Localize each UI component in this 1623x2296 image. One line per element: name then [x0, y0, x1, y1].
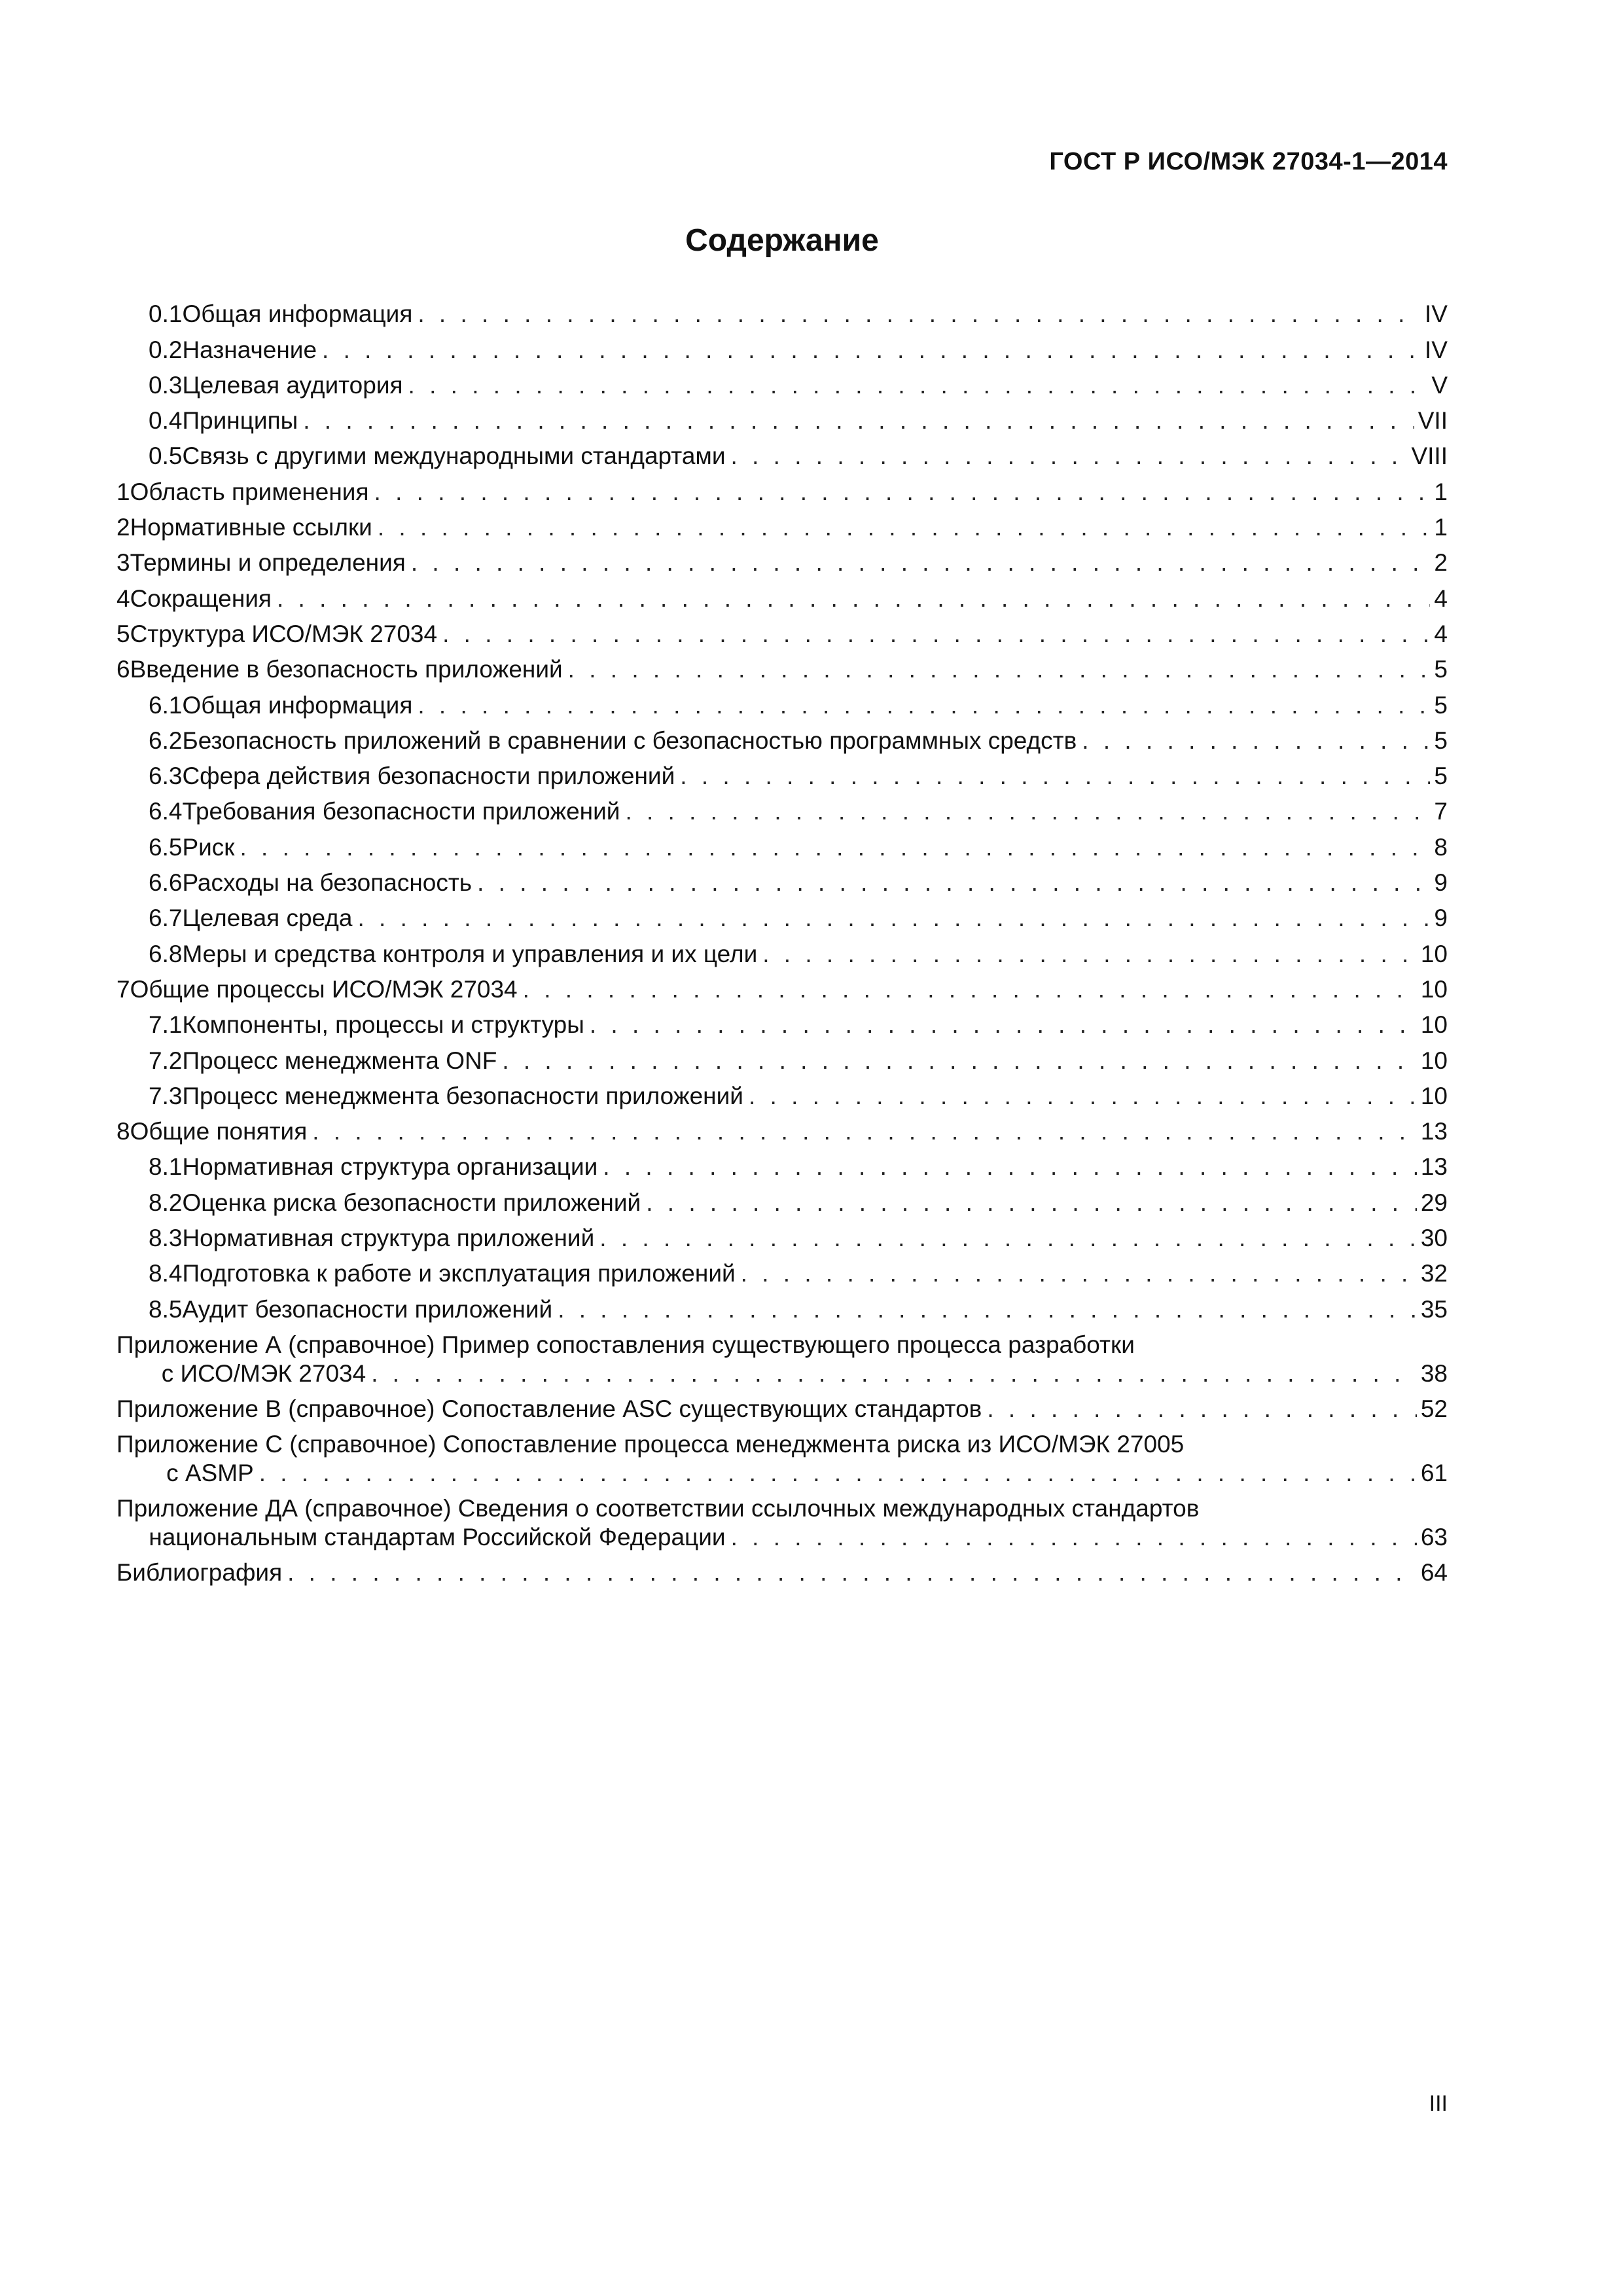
- toc-entry-label: Аудит безопасности приложений: [182, 1295, 553, 1323]
- toc-entry[interactable]: [116, 862, 1448, 897]
- toc-entry-number: 6.6: [149, 869, 183, 897]
- toc-entry-label: Процесс менеджмента ONF: [182, 1047, 497, 1074]
- toc-entry[interactable]: [116, 649, 1448, 684]
- toc-annex-title: Приложение А (справочное) Пример сопоставления существующего процесса разработки: [116, 1331, 1135, 1358]
- toc-entry-label: Целевая аудитория: [182, 371, 403, 399]
- toc-annex-entry[interactable]: [116, 1388, 1448, 1424]
- toc-entry[interactable]: [116, 577, 1448, 613]
- toc-entry-page: 61: [1420, 1459, 1448, 1486]
- toc-entry[interactable]: [116, 933, 1448, 968]
- toc-entry[interactable]: [116, 1146, 1448, 1181]
- toc-annex-label: с ИСО/МЭК 27034: [161, 1359, 366, 1387]
- toc-entry-page: 64: [1420, 1559, 1448, 1587]
- dot-leader: [287, 1558, 1417, 1587]
- toc-annex-title: Приложение ДА (справочное) Сведения о соответствии ссылочных международных стандартов: [116, 1494, 1200, 1522]
- toc-entry[interactable]: [116, 400, 1448, 435]
- toc-entry[interactable]: [116, 720, 1448, 755]
- toc-annex-continuation: [116, 1523, 1448, 1552]
- toc-annex-continuation: [116, 1459, 1448, 1488]
- toc-entry-number: 5: [116, 620, 130, 647]
- toc-entry-page: 13: [1420, 1118, 1448, 1145]
- dot-leader: [599, 1224, 1417, 1253]
- toc-entry-label: Назначение: [182, 336, 317, 363]
- dot-leader: [442, 620, 1430, 649]
- dot-leader: [378, 513, 1431, 542]
- dot-leader: [731, 442, 1408, 471]
- toc-entry[interactable]: [116, 1004, 1448, 1039]
- toc-entry-page: 4: [1434, 620, 1448, 647]
- dot-leader: [418, 300, 1421, 329]
- toc-entry-label: Компоненты, процессы и структуры: [182, 1011, 584, 1039]
- toc-entry-label: Сфера действия безопасности приложений: [182, 762, 675, 790]
- toc-entry-number: 7: [116, 975, 130, 1003]
- toc-annex-title: Приложение С (справочное) Сопоставление процесса менеджмента риска из ИСО/МЭК 27005: [116, 1430, 1185, 1458]
- toc-entry[interactable]: [116, 1181, 1448, 1217]
- toc-entry[interactable]: [116, 471, 1448, 506]
- toc-entry-page: VII: [1418, 407, 1448, 435]
- toc-entry-label: Введение в безопасность приложений: [130, 656, 563, 683]
- toc-entry-number: 8.2: [149, 1189, 183, 1216]
- toc-entry-page: 38: [1420, 1359, 1448, 1387]
- dot-leader: [646, 1189, 1417, 1217]
- toc-entry-label: Требования безопасности приложений: [182, 798, 620, 825]
- toc-entry-number: 8: [116, 1118, 130, 1145]
- dot-leader: [502, 1047, 1417, 1075]
- toc-entry-page: 29: [1420, 1189, 1448, 1216]
- toc-entry-number: 0.5: [149, 442, 183, 470]
- table-of-contents: [116, 293, 1448, 1587]
- toc-entry-number: 0.4: [149, 407, 183, 435]
- toc-entry-label: Связь с другими международными стандартами: [182, 442, 726, 470]
- toc-entry-number: 2: [116, 514, 130, 541]
- document-header: ГОСТ Р ИСО/МЭК 27034-1—2014: [1049, 148, 1448, 175]
- toc-entry[interactable]: [116, 1039, 1448, 1075]
- toc-entry-number: 4: [116, 584, 130, 612]
- toc-entry-page: 10: [1420, 1011, 1448, 1039]
- toc-entry-number: 1: [116, 478, 130, 505]
- toc-annex-label: Библиография: [116, 1559, 283, 1587]
- toc-annex-entry[interactable]: [116, 1488, 1448, 1552]
- toc-annex-entry[interactable]: [116, 1424, 1448, 1488]
- toc-entry-number: 7.3: [149, 1082, 183, 1109]
- toc-entry-page: 10: [1420, 940, 1448, 967]
- toc-entry-page: 5: [1434, 691, 1448, 719]
- toc-entry-number: 6.2: [149, 726, 183, 754]
- toc-entry-number: 0.3: [149, 371, 183, 399]
- toc-annex-label: с ASMP: [166, 1459, 254, 1486]
- toc-entry-page: 2: [1434, 549, 1448, 577]
- toc-entry-number: 6.5: [149, 833, 183, 861]
- toc-entry-page: 5: [1434, 762, 1448, 790]
- toc-entry[interactable]: [116, 755, 1448, 791]
- toc-entry[interactable]: [116, 1288, 1448, 1323]
- toc-entry-number: 6.1: [149, 691, 183, 719]
- toc-entry-number: 8.5: [149, 1295, 183, 1323]
- toc-entry-label: Расходы на безопасность: [182, 869, 473, 897]
- toc-entry[interactable]: [116, 542, 1448, 577]
- dot-leader: [312, 1117, 1417, 1146]
- dot-leader: [558, 1295, 1417, 1324]
- dot-leader: [741, 1259, 1417, 1288]
- toc-entry-label: Оценка риска безопасности приложений: [182, 1189, 641, 1216]
- toc-entry-label: Процесс менеджмента безопасности приложений: [182, 1082, 743, 1109]
- toc-entry-label: Общие процессы ИСО/МЭК 27034: [130, 975, 518, 1003]
- toc-entry-label: Нормативная структура приложений: [182, 1225, 595, 1252]
- toc-entry-label: Область применения: [130, 478, 369, 505]
- toc-entry-number: 6.7: [149, 905, 183, 932]
- toc-entry-number: 7.2: [149, 1047, 183, 1074]
- dot-leader: [590, 1011, 1417, 1039]
- toc-entry-page: 63: [1420, 1523, 1448, 1551]
- dot-leader: [418, 691, 1430, 720]
- toc-entry[interactable]: [116, 365, 1448, 400]
- dot-leader: [1082, 726, 1430, 755]
- toc-entry-page: 9: [1434, 905, 1448, 932]
- page-title: Содержание: [685, 223, 879, 258]
- toc-entry-label: Общая информация: [182, 300, 413, 328]
- dot-leader: [762, 940, 1417, 969]
- dot-leader: [411, 548, 1431, 577]
- toc-entry[interactable]: [116, 329, 1448, 364]
- dot-leader: [303, 406, 1414, 435]
- toc-entry-label: Безопасность приложений в сравнении с безопасностью программных средств: [182, 726, 1077, 754]
- dot-leader: [477, 869, 1430, 897]
- toc-entry-number: 6: [116, 656, 130, 683]
- toc-entry[interactable]: [116, 613, 1448, 649]
- dot-leader: [240, 833, 1430, 862]
- dot-leader: [603, 1153, 1417, 1181]
- toc-entry-label: Целевая среда: [182, 905, 353, 932]
- toc-entry[interactable]: [116, 435, 1448, 471]
- toc-entry-number: 0.1: [149, 300, 183, 328]
- dot-leader: [731, 1523, 1417, 1552]
- toc-annex-continuation: [116, 1359, 1448, 1388]
- toc-entry-page: 10: [1420, 975, 1448, 1003]
- toc-entry[interactable]: [116, 1075, 1448, 1111]
- dot-leader: [523, 975, 1417, 1004]
- dot-leader: [371, 1359, 1417, 1388]
- toc-entry-page: 35: [1420, 1295, 1448, 1323]
- toc-entry[interactable]: [116, 791, 1448, 826]
- toc-entry-label: Нормативные ссылки: [130, 514, 372, 541]
- toc-entry-page: 5: [1434, 656, 1448, 683]
- toc-entry-page: IV: [1425, 336, 1448, 363]
- toc-entry-label: Общие понятия: [130, 1118, 308, 1145]
- toc-entry-page: 30: [1420, 1225, 1448, 1252]
- toc-entry-label: Структура ИСО/МЭК 27034: [130, 620, 438, 647]
- toc-entry[interactable]: [116, 507, 1448, 542]
- toc-entry-label: Подготовка к работе и эксплуатация приложений: [182, 1260, 736, 1287]
- toc-entry-number: 8.3: [149, 1225, 183, 1252]
- toc-entry-page: 7: [1434, 798, 1448, 825]
- dot-leader: [680, 762, 1430, 791]
- dot-leader: [374, 478, 1431, 507]
- toc-entry[interactable]: [116, 1253, 1448, 1288]
- toc-entry-number: 6.8: [149, 940, 183, 967]
- toc-entry-page: 4: [1434, 584, 1448, 612]
- toc-entry-label: Принципы: [182, 407, 298, 435]
- toc-annex-entry[interactable]: [116, 1552, 1448, 1587]
- toc-entry[interactable]: [116, 969, 1448, 1004]
- toc-entry-page: 9: [1434, 869, 1448, 897]
- toc-entry-number: 7.1: [149, 1011, 183, 1039]
- toc-entry-number: 6.3: [149, 762, 183, 790]
- dot-leader: [408, 371, 1428, 400]
- toc-annex-label: национальным стандартам Российской Федерации: [149, 1523, 726, 1551]
- toc-entry-number: 3: [116, 549, 130, 577]
- toc-entry-number: 8.1: [149, 1153, 183, 1181]
- toc-entry-page: 10: [1420, 1082, 1448, 1109]
- toc-annex-label: Приложение В (справочное) Сопоставление ASC существующих стандартов: [116, 1395, 982, 1422]
- toc-annex-entry[interactable]: [116, 1324, 1448, 1388]
- toc-entry-page: IV: [1425, 300, 1448, 328]
- toc-entry-page: VIII: [1411, 442, 1448, 470]
- toc-entry[interactable]: [116, 826, 1448, 861]
- dot-leader: [259, 1459, 1417, 1488]
- toc-entry-label: Общая информация: [182, 691, 413, 719]
- dot-leader: [625, 797, 1430, 826]
- toc-entry-label: Термины и определения: [130, 549, 406, 577]
- toc-entry-label: Меры и средства контроля и управления и их цели: [182, 940, 758, 967]
- toc-entry-page: 1: [1434, 478, 1448, 505]
- toc-entry[interactable]: [116, 1217, 1448, 1253]
- toc-entry-number: 0.2: [149, 336, 183, 363]
- dot-leader: [568, 655, 1431, 684]
- dot-leader: [277, 584, 1430, 613]
- toc-entry-label: Сокращения: [130, 584, 272, 612]
- toc-entry[interactable]: [116, 1111, 1448, 1146]
- dot-leader: [987, 1395, 1417, 1424]
- toc-entry-page: 32: [1420, 1260, 1448, 1287]
- toc-entry[interactable]: [116, 293, 1448, 329]
- toc-entry-number: 6.4: [149, 798, 183, 825]
- toc-entry-label: Нормативная структура организации: [182, 1153, 598, 1181]
- toc-entry-label: Риск: [182, 833, 235, 861]
- toc-entry-page: 1: [1434, 514, 1448, 541]
- dot-leader: [749, 1082, 1417, 1111]
- dot-leader: [357, 904, 1430, 933]
- toc-entry-page: V: [1431, 371, 1448, 399]
- toc-entry[interactable]: [116, 897, 1448, 933]
- page-number: III: [1429, 2091, 1448, 2116]
- toc-entry-page: 5: [1434, 726, 1448, 754]
- toc-entry-page: 8: [1434, 833, 1448, 861]
- toc-entry[interactable]: [116, 684, 1448, 719]
- toc-entry-number: 8.4: [149, 1260, 183, 1287]
- dot-leader: [322, 336, 1421, 365]
- toc-entry-page: 13: [1420, 1153, 1448, 1181]
- toc-entry-page: 52: [1420, 1395, 1448, 1422]
- toc-entry-page: 10: [1420, 1047, 1448, 1074]
